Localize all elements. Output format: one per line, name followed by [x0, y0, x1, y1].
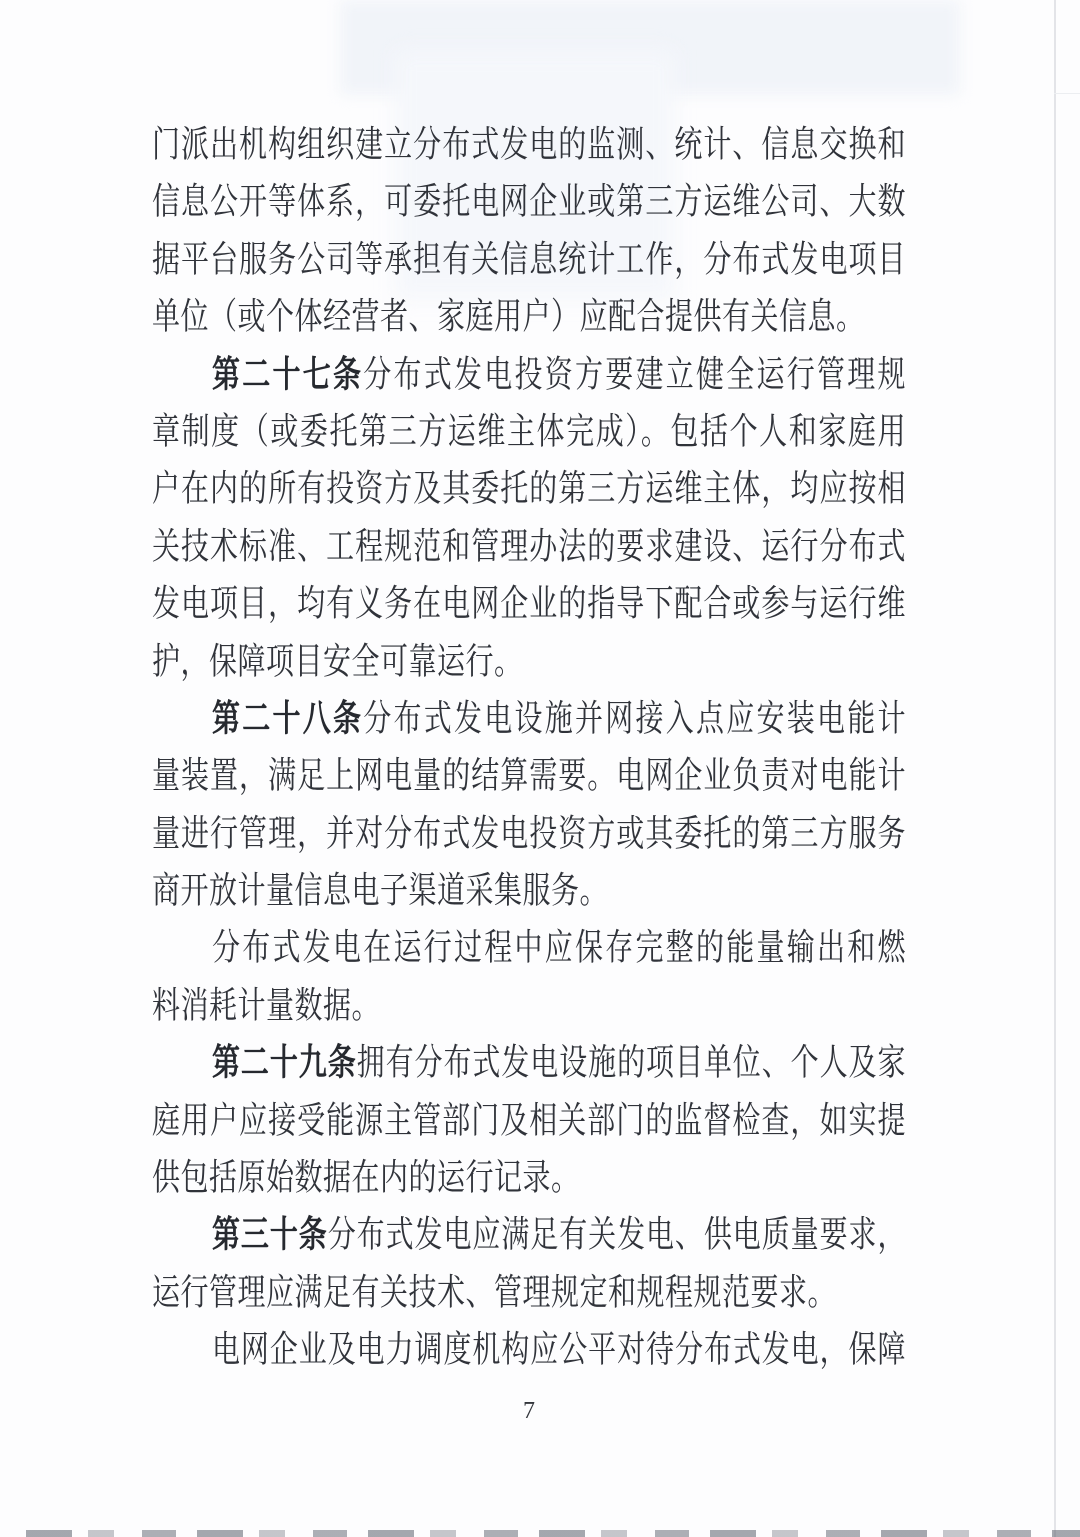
article-number: 第二十七条: [212, 354, 364, 396]
page-number: 7: [523, 1398, 535, 1424]
text-line: 信息公开等体系，可委托电网企业或第三方运维公司、大数: [152, 182, 906, 223]
article-number: 第三十条: [212, 1215, 328, 1257]
text-line: 庭用户应接受能源主管部门及相关部门的监督检查，如实提: [152, 1100, 906, 1142]
text-line: 第二十八条分布式发电设施并网接入点应安装电能计: [212, 699, 906, 740]
article-number: 第二十八条: [212, 699, 364, 740]
text-line: 料消耗计量数据。: [152, 986, 381, 1027]
scan-artifact-page-edge-line: [1054, 0, 1056, 1537]
text-line: 第二十九条拥有分布式发电设施的项目单位、个人及家: [212, 1043, 906, 1084]
text-line: 量进行管理，并对分布式发电投资方或其委托的第三方服务: [152, 813, 906, 855]
text-line: 分布式发电在运行过程中应保存完整的能量输出和燃: [212, 928, 906, 970]
document-lines: [152, 117, 906, 1380]
article-number: 第二十九条: [212, 1043, 357, 1084]
text-line: 量装置，满足上网电量的结算需要。电网企业负责对电能计: [152, 756, 906, 797]
text-line: 第三十条分布式发电应满足有关发电、供电质量要求，: [212, 1215, 906, 1257]
text-line: 供包括原始数据在内的运行记录。: [152, 1158, 580, 1199]
scan-artifact-edge-tick: [1054, 93, 1080, 94]
text-line: 据平台服务公司等承担有关信息统计工作，分布式发电项目: [152, 240, 906, 281]
text-line: 关技术标准、工程规范和管理办法的要求建设、运行分布式: [152, 527, 906, 568]
scan-artifact-bottom-noise: [26, 1530, 1080, 1537]
text-line: 运行管理应满足有关技术、管理规定和规程规范要求。: [152, 1273, 837, 1314]
text-line: 电网企业及电力调度机构应公平对待分布式发电，保障: [212, 1330, 906, 1371]
text-line: 门派出机构组织建立分布式发电的监测、统计、信息交换和: [152, 125, 906, 166]
text-line: 发电项目，均有义务在电网企业的指导下配合或参与运行维: [152, 584, 906, 625]
text-line: 第二十七条分布式发电投资方要建立健全运行管理规: [212, 354, 906, 396]
text-line: 户在内的所有投资方及其委托的第三方运维主体，均应按相: [152, 469, 906, 510]
text-line: 商开放计量信息电子渠道采集服务。: [152, 871, 609, 912]
text-line: 单位（或个体经营者、家庭用户）应配合提供有关信息。: [152, 297, 865, 338]
text-line: 章制度（或委托第三方运维主体完成）。包括个人和家庭用: [152, 412, 906, 453]
text-line: 护，保障项目安全可靠运行。: [152, 641, 523, 683]
